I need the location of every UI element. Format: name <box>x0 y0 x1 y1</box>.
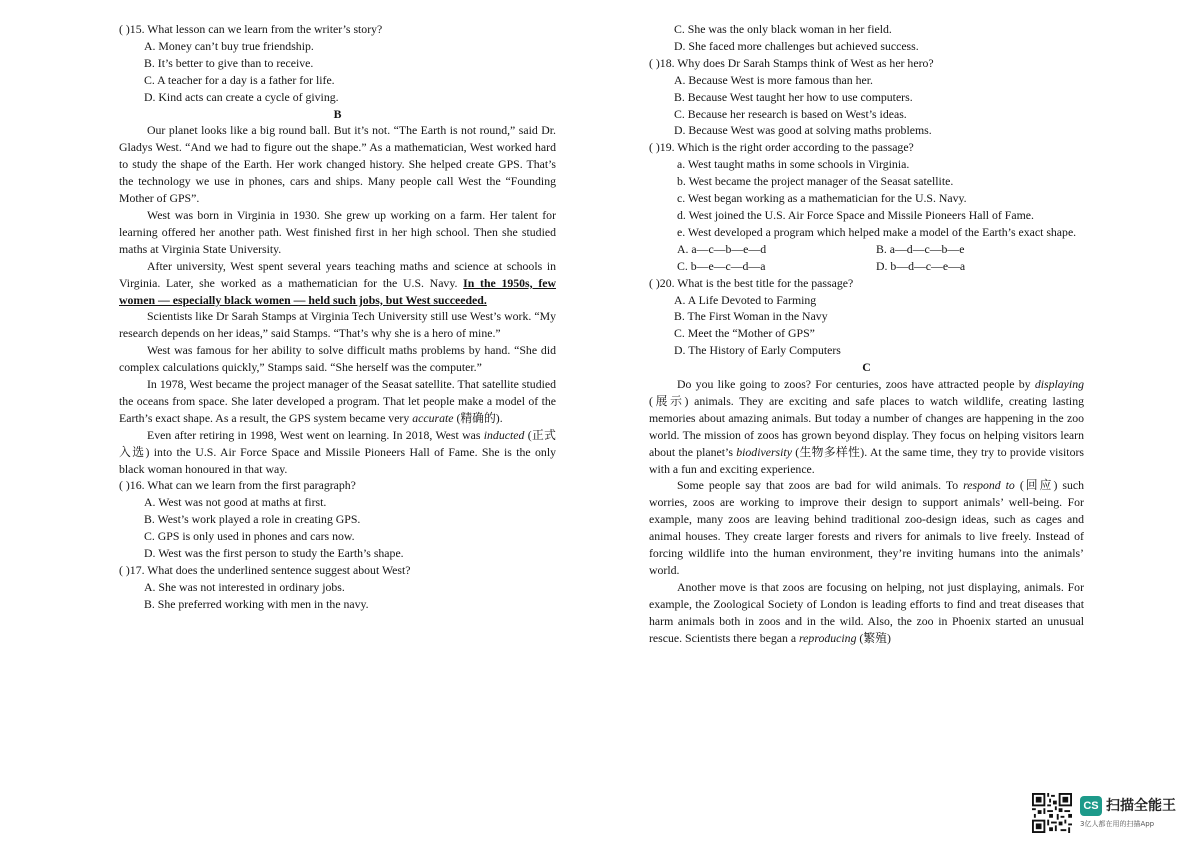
question-19-stem: ( )19. Which is the right order according to the passage? <box>649 140 914 155</box>
passage-b-paragraph-7 <box>119 427 556 478</box>
question-19-choices-cd <box>649 258 1084 275</box>
question-15-option-c: C. A teacher for a day is a father for life. <box>144 72 335 87</box>
question-19-event-c: c. West began working as a mathematician for the U.S. Navy. <box>677 191 967 206</box>
passage-b-paragraph-4: Scientists like Dr Sarah Stamps at Virginia Tech University still use West’s work. “My research depends on her ideas,” said Stamps. “That’s why she is a hero of mine.” <box>119 309 556 341</box>
question-18-option-c: C. Because her research is based on West’s ideas. <box>674 106 907 121</box>
term-reproducing: reproducing <box>799 630 857 645</box>
question-15-stem: ( )15. What lesson can we learn from the writer’s story? <box>119 22 383 36</box>
c1-text-a: Do you like going to zoos? For centuries, zoos have attracted people by <box>677 377 1035 392</box>
passage-b-paragraph-1: Our planet looks like a big round ball. But it’s not. “The Earth is not round,” said Dr. Gladys West. “And we had to figure out the shape.” As a mathematician, West worked hard to study the shape of the Earth. Her work changed history. She helped create GPS. That’s the technology we use in phones, cars and ships. Many people call West the “Founding Mother of GPS”. <box>119 123 556 206</box>
passage-b-paragraph-6 <box>119 376 556 427</box>
question-19-option-a: A. a—c—b—e—d <box>677 241 767 256</box>
question-20-option-d: D. The History of Early Computers <box>674 343 841 358</box>
underlined-sentence: In the 1950s, few women — especially black women — held such jobs, but West succeeded. <box>119 275 557 307</box>
question-19-event-e: e. West developed a program which helped make a model of the Earth’s exact shape. <box>677 224 1077 239</box>
paragraph-3-text: After university, West spent several years teaching maths and science at schools in Virginia. Later, she worked as a mathematician for the U.S. Navy. <box>119 258 556 290</box>
question-20-option-c: C. Meet the “Mother of GPS” <box>674 326 815 341</box>
term-accurate: accurate <box>412 410 454 425</box>
question-19-event-b: b. West became the project manager of the Seasat satellite. <box>677 174 954 189</box>
question-17-option-c: C. She was the only black woman in her field. <box>674 22 892 36</box>
qr-code-icon <box>1032 793 1072 833</box>
question-16-option-b: B. West’s work played a role in creating GPS. <box>144 512 361 527</box>
question-18-option-a: A. Because West is more famous than her. <box>674 72 874 87</box>
passage-c-paragraph-1 <box>649 376 1084 477</box>
camscanner-logo: CS <box>1080 796 1102 816</box>
question-16-stem: ( )16. What can we learn from the first paragraph? <box>119 478 356 493</box>
right-column <box>649 21 1084 647</box>
passage-b-paragraph-5: West was famous for her ability to solve difficult maths problems by hand. “She did complex calculations quickly,” Stamps said. “She herself was the computer.” <box>119 343 556 375</box>
question-19-option-d: D. b—d—c—e—a <box>876 258 966 273</box>
c3-text-b: (繁殖) <box>856 630 891 645</box>
section-c-heading: C <box>862 360 871 375</box>
question-16-option-a: A. West was not good at maths at first. <box>144 495 327 510</box>
question-16-option-d: D. West was the first person to study the Earth’s shape. <box>144 546 404 561</box>
question-16-option-c: C. GPS is only used in phones and cars now. <box>144 529 355 544</box>
question-19-event-d: d. West joined the U.S. Air Force Space and Missile Pioneers Hall of Fame. <box>677 207 1034 222</box>
question-19-option-c: C. b—e—c—d—a <box>677 258 766 273</box>
question-19-choices-ab <box>649 241 1084 258</box>
paragraph-6-text: In 1978, West became the project manager of the Seasat satellite. That satellite studied the oceans from space. She later developed a program. That let people make a model of the Earth’s exact shape. As a result, the GPS system became very <box>119 377 556 425</box>
term-inducted: inducted <box>483 427 525 442</box>
question-20-option-b: B. The First Woman in the Navy <box>674 309 828 324</box>
gloss-accurate: (精确的). <box>453 410 503 425</box>
question-18-option-d: D. Because West was good at solving maths problems. <box>674 123 932 138</box>
question-17-option-b: B. She preferred working with men in the navy. <box>144 596 369 611</box>
question-18-option-b: B. Because West taught her how to use computers. <box>674 89 913 104</box>
term-displaying: displaying <box>1034 377 1084 392</box>
question-18-stem: ( )18. Why does Dr Sarah Stamps think of West as her hero? <box>649 55 934 70</box>
paragraph-7-text-a: Even after retiring in 1998, West went on learning. In 2018, West was <box>147 427 484 442</box>
term-respond-to: respond to <box>963 478 1015 493</box>
c1-text-b: (展示) animals. They are exciting and safe places to watch wildlife, creating lasting memories about amazing animals. But today a number of changes are happening in the zoo world. The mission of zoos has grown beyond display. They focus on helping visitors learn about the planet’s <box>649 393 1084 459</box>
passage-b-paragraph-3 <box>119 258 556 309</box>
question-15-option-a: A. Money can’t buy true friendship. <box>144 38 314 53</box>
left-column <box>119 21 556 613</box>
question-17-option-d: D. She faced more challenges but achieved success. <box>674 38 919 53</box>
c3-text-a: Another move is that zoos are focusing on helping, not just displaying, animals. For example, the Zoological Society of London is leading efforts to find and treat diseases that harm animals both in zoos and in the wild. Also, the zoo in Phoenix started an unusual rescue. Scientists there began a <box>649 579 1084 645</box>
passage-c-paragraph-2 <box>649 477 1084 578</box>
c2-text-a: Some people say that zoos are bad for wild animals. To <box>677 478 964 493</box>
passage-b-paragraph-2: West was born in Virginia in 1930. She grew up working on a farm. Her talent for learning offered her another path. West finished first in her high school. Then she studied maths at Virginia State University. <box>119 207 556 256</box>
question-19-event-a: a. West taught maths in some schools in Virginia. <box>677 157 910 172</box>
question-19-option-b: B. a—d—c—b—e <box>876 241 965 256</box>
c2-text-b: (回应) such worries, zoos are working to improve their design to support animals’ well-being. For example, many zoos are leaving behind traditional zoo-design ideas, such as cages and animal houses. They create larger forests and rivers for animals to live freely. Instead of forcing wildlife into the human environment, they’re inviting humans into the animals’ world. <box>649 478 1085 577</box>
question-15-option-d: D. Kind acts can create a cycle of giving. <box>144 89 339 104</box>
question-15-option-b: B. It’s better to give than to receive. <box>144 55 314 70</box>
camscanner-slogan: 3亿人都在用的扫描App <box>1080 820 1155 828</box>
camscanner-name: 扫描全能王 <box>1106 798 1176 814</box>
paragraph-7-text-b: (正式入选) into the U.S. Air Force Space and Missile Pioneers Hall of Fame. She is the only black woman honoured in that way. <box>119 427 556 476</box>
scanner-watermark <box>1032 793 1182 833</box>
question-20-stem: ( )20. What is the best title for the passage? <box>649 275 854 290</box>
question-20-option-a: A. A Life Devoted to Farming <box>674 292 817 307</box>
question-17-option-a: A. She was not interested in ordinary jobs. <box>144 579 345 594</box>
term-biodiversity: biodiversity <box>736 444 792 459</box>
c1-text-c: (生物多样性). At the same time, they try to provide visitors with a fun and exciting experience. <box>649 444 1084 476</box>
passage-c-paragraph-3 <box>649 579 1084 647</box>
section-b-heading: B <box>333 106 342 121</box>
question-17-stem: ( )17. What does the underlined sentence suggest about West? <box>119 563 411 577</box>
